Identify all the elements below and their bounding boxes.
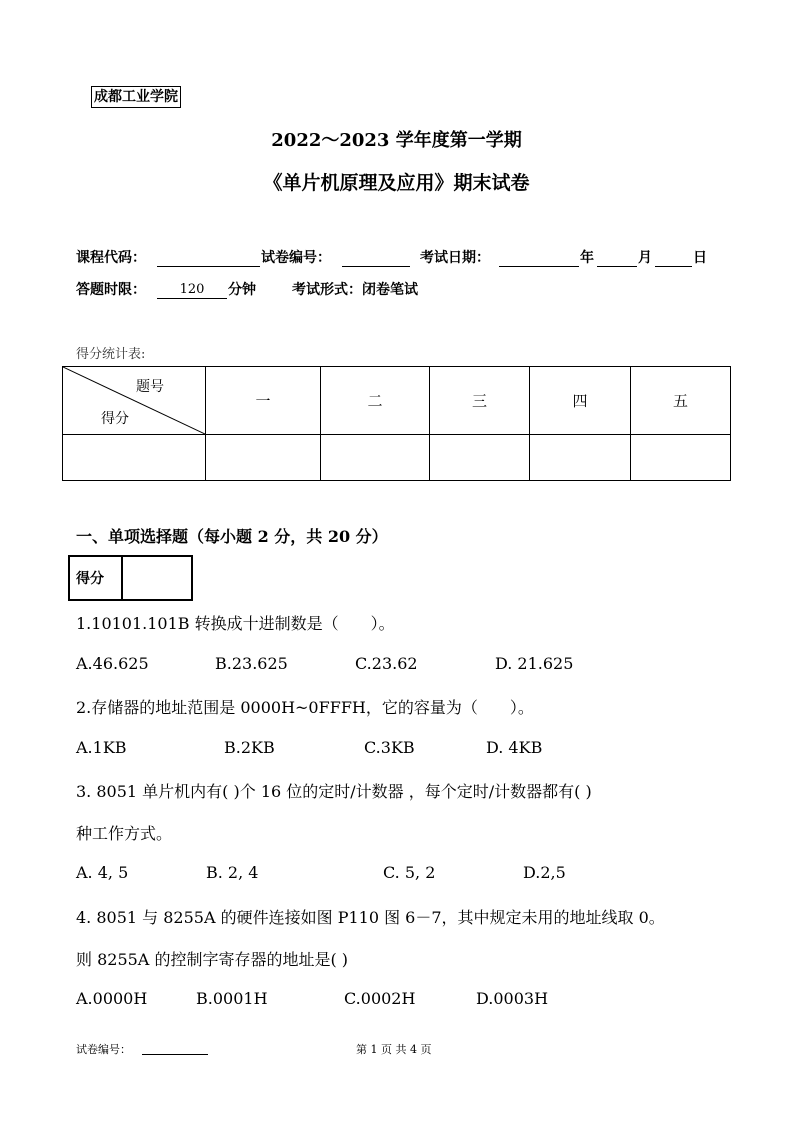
day-blank (655, 248, 692, 267)
score-cell-3 (430, 435, 530, 481)
column-header-1: 一 (206, 367, 321, 435)
question-no-header: 题号 (136, 379, 164, 395)
q3-option-c: C. 5, 2 (383, 863, 436, 882)
footer-paper-no-blank (142, 1038, 208, 1055)
score-table-caption: 得分统计表: (76, 347, 146, 362)
month-label: 月 (638, 250, 652, 266)
paper-no-blank (342, 248, 410, 267)
score-table (62, 366, 731, 481)
footer-page-info: 第 1 页 共 4 页 (356, 1043, 432, 1056)
time-limit-label: 答题时限： (76, 282, 146, 298)
course-code-label: 课程代码： (76, 250, 146, 266)
section-1-title: 一、单项选择题（每小题 2 分，共 20 分） (76, 527, 388, 546)
q3-option-b: B. 2, 4 (206, 863, 259, 882)
question-4-line-2: 则 8255A 的控制字寄存器的地址是( ) (76, 950, 349, 969)
q1-option-c: C.23.62 (355, 654, 418, 673)
term-title: 2022～2023 学年度第一学期 (271, 130, 522, 151)
score-cell-empty (63, 435, 206, 481)
score-cell-1 (206, 435, 321, 481)
grade-cell (122, 556, 192, 600)
score-header: 得分 (101, 411, 129, 427)
q4-option-b: B.0001H (196, 989, 268, 1008)
question-2: 2.存储器的地址范围是 0000H~0FFFH，它的容量为（ ）。 (76, 698, 534, 717)
q4-option-a: A.0000H (76, 989, 148, 1008)
exam-title: 《单片机原理及应用》期末试卷 (263, 172, 530, 194)
question-4-line-1: 4. 8051 与 8255A 的硬件连接如图 P110 图 6－7，其中规定未用的地址线取 0。 (76, 908, 665, 927)
q2-option-d: D. 4KB (486, 738, 543, 757)
q4-option-c: C.0002H (344, 989, 416, 1008)
month-blank (597, 248, 637, 267)
time-limit-value: 120 (157, 280, 227, 299)
column-header-3: 三 (430, 367, 530, 435)
section-1-grade-box (68, 555, 193, 601)
q3-option-d: D.2,5 (523, 863, 566, 882)
minutes-label: 分钟 (228, 282, 256, 298)
question-3-line-2: 种工作方式。 (76, 824, 173, 843)
q1-option-b: B.23.625 (215, 654, 288, 673)
q2-option-c: C.3KB (364, 738, 415, 757)
column-header-2: 二 (321, 367, 430, 435)
q2-option-a: A.1KB (76, 738, 127, 757)
year-label: 年 (580, 250, 594, 266)
q1-option-a: A.46.625 (76, 654, 149, 673)
score-table-diagonal-header (63, 367, 206, 435)
exam-date-label: 考试日期： (420, 250, 490, 266)
exam-form-value: 闭卷笔试 (362, 282, 418, 298)
q3-option-a: A. 4, 5 (76, 863, 129, 882)
footer-paper-no-label: 试卷编号： (76, 1043, 131, 1056)
paper-no-label: 试卷编号： (261, 250, 331, 266)
question-1: 1.10101.101B 转换成十进制数是（ ）。 (76, 614, 395, 633)
course-code-blank (157, 248, 260, 267)
score-cell-2 (321, 435, 430, 481)
question-3-line-1: 3. 8051 单片机内有( )个 16 位的定时/计数器 ，每个定时/计数器都有( ) (76, 782, 592, 801)
column-header-5: 五 (631, 367, 731, 435)
day-label: 日 (693, 250, 707, 266)
score-cell-4 (530, 435, 631, 481)
q4-option-d: D.0003H (476, 989, 549, 1008)
year-blank (499, 248, 579, 267)
grade-label: 得分 (69, 556, 122, 600)
q2-option-b: B.2KB (224, 738, 275, 757)
exam-form-label: 考试形式： (292, 282, 362, 298)
score-cell-5 (631, 435, 731, 481)
school-name: 成都工业学院 (91, 86, 181, 108)
diagonal-line (63, 367, 205, 434)
q1-option-d: D. 21.625 (495, 654, 574, 673)
column-header-4: 四 (530, 367, 631, 435)
